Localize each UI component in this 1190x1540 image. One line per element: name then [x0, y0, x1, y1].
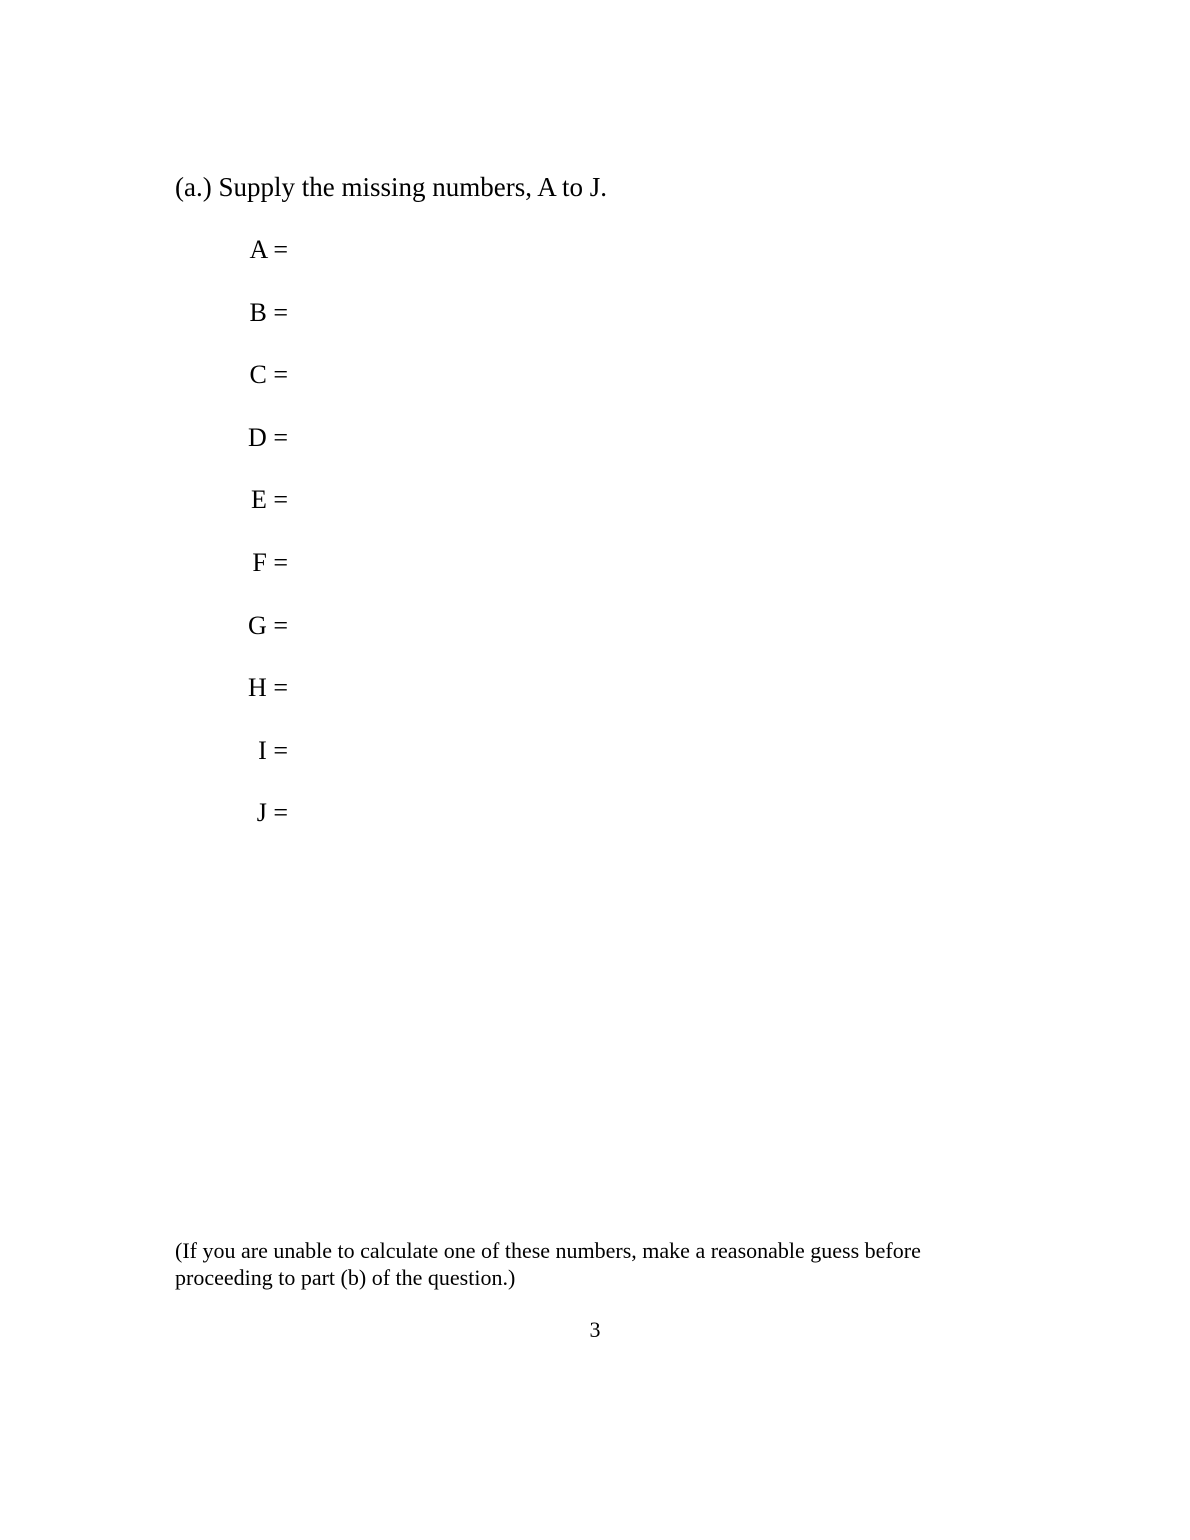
answer-label-g: G = — [248, 611, 288, 640]
answer-blank-i[interactable] — [292, 736, 792, 766]
answer-label-f: F = — [252, 548, 288, 577]
answer-row-c — [0, 358, 300, 392]
answer-row-a — [0, 233, 300, 267]
answer-label-b: B = — [249, 298, 288, 327]
answer-blank-j[interactable] — [292, 798, 792, 828]
answer-label-d: D = — [248, 423, 288, 452]
answer-row-d — [0, 421, 300, 455]
answer-row-g — [0, 609, 300, 643]
answer-row-h — [0, 671, 300, 705]
answer-label-h: H = — [248, 673, 288, 702]
answer-row-f — [0, 546, 300, 580]
answer-blank-b[interactable] — [292, 298, 792, 328]
question-prompt: (a.) Supply the missing numbers, A to J. — [175, 172, 607, 202]
answer-label-c: C = — [249, 360, 288, 389]
answer-blank-g[interactable] — [292, 611, 792, 641]
answer-label-i: I = — [258, 736, 288, 765]
answer-row-j — [0, 796, 300, 830]
answer-blank-e[interactable] — [292, 485, 792, 515]
answer-blank-a[interactable] — [292, 235, 792, 265]
answer-blank-h[interactable] — [292, 673, 792, 703]
answer-row-i — [0, 734, 300, 768]
answer-label-a: A = — [249, 235, 288, 264]
answer-blank-d[interactable] — [292, 423, 792, 453]
answer-blank-c[interactable] — [292, 360, 792, 390]
answer-label-j: J = — [256, 798, 288, 827]
answer-blank-f[interactable] — [292, 548, 792, 578]
answer-label-e: E = — [250, 485, 288, 514]
guess-instruction-note: (If you are unable to calculate one of these numbers, make a reasonable guess before proceeding to part (b) of the question.) — [175, 1238, 921, 1290]
answer-row-e — [0, 483, 300, 517]
answer-row-b — [0, 296, 300, 330]
page-number: 3 — [589, 1317, 601, 1342]
